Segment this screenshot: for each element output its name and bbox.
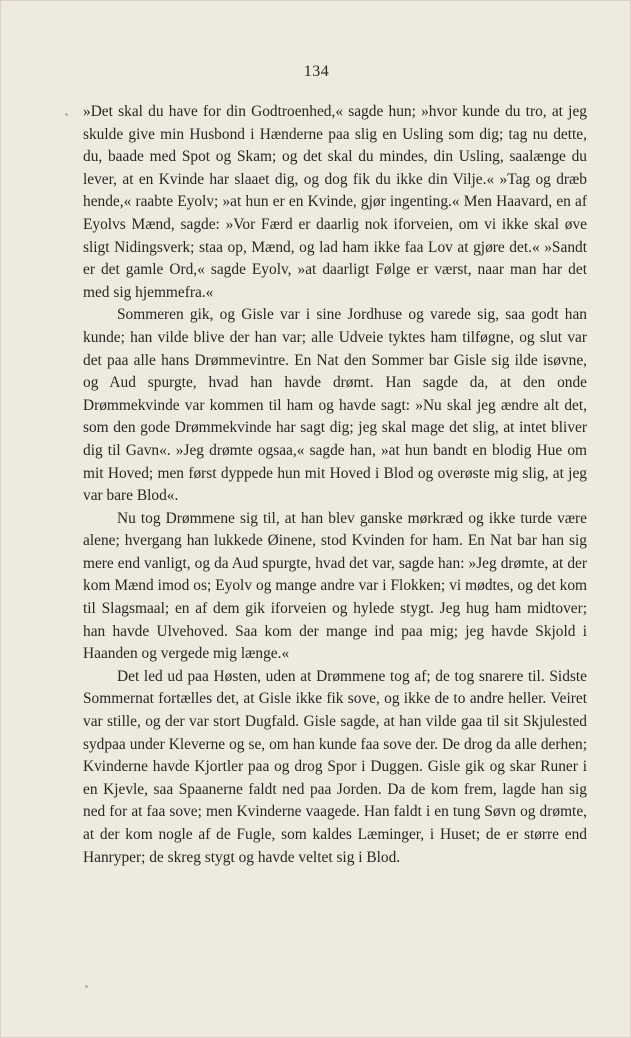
paragraph-4: Det led ud paa Høsten, uden at Drømmene tog af; de tog snarere til. Sidste Sommernat fortælles det, at Gisle ikke fik sove, og ikke de to andre heller. Veiret var stille, og der var stort Dugfald. Gisle sagde, at han vilde gaa til sit Skjulested sydpaa under Kleverne og se, om han kunde faa sove der. De drog da alle derhen; Kvinderne havde Kjortler paa og drog Spor i Duggen. Gisle gik og skar Runer i en Kjevle, saa Spaanerne faldt ned paa Jorden. Da de kom frem, lagde han sig ned for at faa sove; men Kvinderne vaagede. Han faldt i en tung Søvn og drømte, at der kom nogle af de Fugle, som kaldes Læminger, i Huset; de er større end Hanryper; de skreg stygt og havde veltet sig i Blod. bbox=[83, 667, 587, 866]
page-number: 134 bbox=[303, 63, 330, 80]
paragraph-3: Nu tog Drømmene sig til, at han blev ganske mørkræd og ikke turde være alene; hvergang han lukkede Øinene, stod Kvinden for ham. En Nat bar han sig mere end vanligt, og da Aud spurgte, hvad det var, sagde han: »Jeg drømte, at der kom Mænd imod os; Eyolv og mange andre var i Flokken; vi mødtes, og det kom til Slagsmaal; en af dem gik iforveien og hylede stygt. Jeg hug ham midtover; han havde Ulvehoved. Saa kom der mange ind paa mig; jeg havde Skjold i Haanden og vergede mig længe.« bbox=[83, 509, 587, 663]
paper-speck bbox=[65, 113, 68, 116]
paper-speck bbox=[85, 985, 88, 988]
paragraph-1: »Det skal du have for din Godtroenhed,« sagde hun; »hvor kunde du tro, at jeg skulde give min Husbond i Hænderne paa slig en Usling som dig; tag nu dette, du, baade med Spot og Skam; og det skal du mindes, din Usling, saalænge du lever, at en Kvinde har slaaet dig, og dog fik du ikke din Vilje.« »Tag og dræb hende,« raabte Eyolv; »at hun er en Kvinde, gjør ingenting.« Men Haavard, en af Eyolvs Mænd, sagde: »Vor Færd er daarlig nok iforveien, om vi ikke skal øve sligt Nidingsverk; staa op, Mænd, og lad ham ikke faa Lov at gjøre det.« »Sandt er det gamle Ord,« sagde Eyolv, »at daarligt Følge er værst, naar man har det med sig hjemmefra.« bbox=[83, 103, 587, 301]
body-text bbox=[83, 101, 587, 869]
paragraph-2: Sommeren gik, og Gisle var i sine Jordhuse og varede sig, saa godt han kunde; han vilde blive der han var; alle Udveie tyktes ham tilføgne, og slut var det paa alle hans Drømmevintre. En Nat den Sommer bar Gisle sig ilde isøvne, og Aud spurgte, hvad han havde drømt. Han sagde da, at den onde Drømmekvinde var kommen til ham og havde sagt: »Nu skal jeg ændre alt det, som den gode Drømmekvinde har sagt dig; jeg skal mage det slig, at intet bliver dig til Gavn«. »Jeg drømte ogsaa,« sagde han, »at hun bandt en blodig Hue om mit Hoved; men først dyppede hun mit Hoved i Blod og overøste mig slig, at jeg var bare Blod«. bbox=[83, 306, 587, 505]
